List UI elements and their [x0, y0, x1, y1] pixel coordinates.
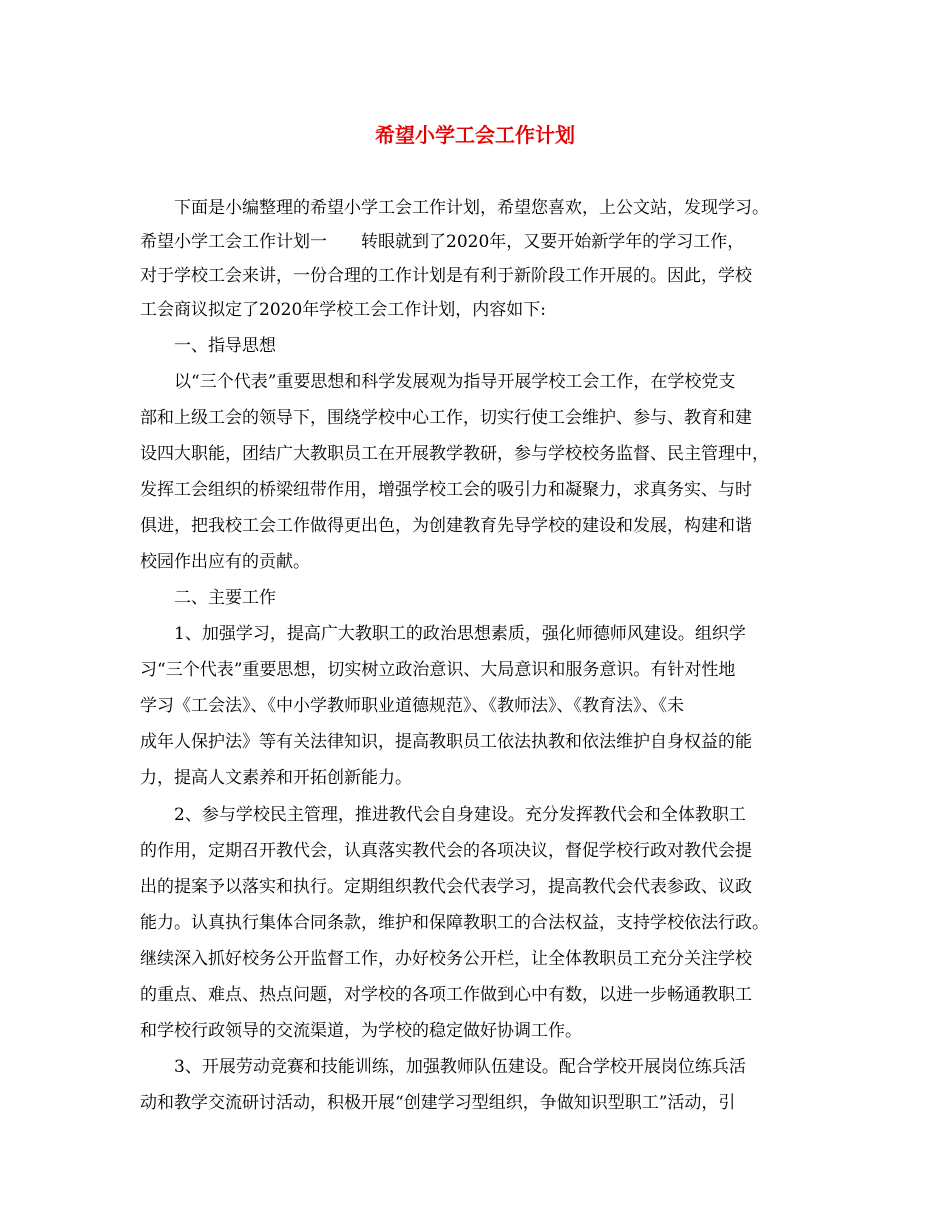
paragraph-line: 能力。认真执行集体合同条款，维护和保障教职工的合法权益，支持学校依法行政。: [140, 913, 769, 933]
paragraph-line: 继续深入抓好校务公开监督工作，办好校务公开栏，让全体教职员工充分关注学校: [140, 949, 752, 969]
document-title: 希望小学工会工作计划: [375, 123, 575, 147]
paragraph-line: 3、开展劳动竞赛和技能训练，加强教师队伍建设。配合学校开展岗位练兵活: [174, 1057, 746, 1077]
paragraph-line: 和学校行政领导的交流渠道，为学校的稳定做好协调工作。: [140, 1021, 582, 1041]
paragraph-line: 动和教学交流研讨活动，积极开展“创建学习型组织，争做知识型职工”活动，引: [140, 1093, 736, 1113]
paragraph-line: 的作用，定期召开教代会，认真落实教代会的各项决议，督促学校行政对教代会提: [140, 841, 752, 861]
paragraph-line: 工会商议拟定了2020年学校工会工作计划，内容如下:: [140, 300, 546, 320]
paragraph-line: 希望小学工会工作计划一 转眼就到了2020年，又要开始新学年的学习工作，: [140, 232, 745, 252]
paragraph-line: 下面是小编整理的希望小学工会工作计划，希望您喜欢，上公文站，发现学习。: [174, 198, 769, 218]
paragraph-line: 习“三个代表”重要思想，切实树立政治意识、大局意识和服务意识。有针对性地: [140, 660, 736, 680]
paragraph-line: 出的提案予以落实和执行。定期组织教代会代表学习，提高教代会代表参政、议政: [140, 877, 752, 897]
paragraph-line: 部和上级工会的领导下，围绕学校中心工作，切实行使工会维护、参与、教育和建: [140, 408, 752, 428]
paragraph-line: 力，提高人文素养和开拓创新能力。: [140, 768, 412, 788]
paragraph-line: 发挥工会组织的桥梁纽带作用，增强学校工会的吸引力和凝聚力，求真务实、与时: [140, 480, 752, 500]
section-heading: 二、主要工作: [174, 588, 276, 608]
paragraph-line: 以“三个代表”重要思想和科学发展观为指导开展学校工会工作，在学校党支: [174, 372, 736, 392]
paragraph-line: 设四大职能，团结广大教职员工在开展教学教研，参与学校校务监督、民主管理中，: [140, 444, 769, 464]
paragraph-line: 2、参与学校民主管理，推进教代会自身建设。充分发挥教代会和全体教职工: [174, 805, 746, 825]
paragraph-line: 成年人保护法》等有关法律知识，提高教职员工依法执教和依法维护自身权益的能: [140, 732, 752, 752]
paragraph-line: 对于学校工会来讲，一份合理的工作计划是有利于新阶段工作开展的。因此，学校: [140, 266, 752, 286]
paragraph-line: 的重点、难点、热点问题，对学校的各项工作做到心中有数，以进一步畅通教职工: [140, 985, 752, 1005]
paragraph-line: 学习《工会法》、《中小学教师职业道德规范》、《教师法》、《教育法》、《未: [140, 696, 684, 716]
paragraph-line: 俱进，把我校工会工作做得更出色，为创建教育先导学校的建设和发展，构建和谐: [140, 516, 752, 536]
section-heading: 一、指导思想: [174, 336, 276, 356]
paragraph-line: 校园作出应有的贡献。: [140, 552, 310, 572]
paragraph-line: 1、加强学习，提高广大教职工的政治思想素质，强化师德师风建设。组织学: [174, 624, 746, 644]
